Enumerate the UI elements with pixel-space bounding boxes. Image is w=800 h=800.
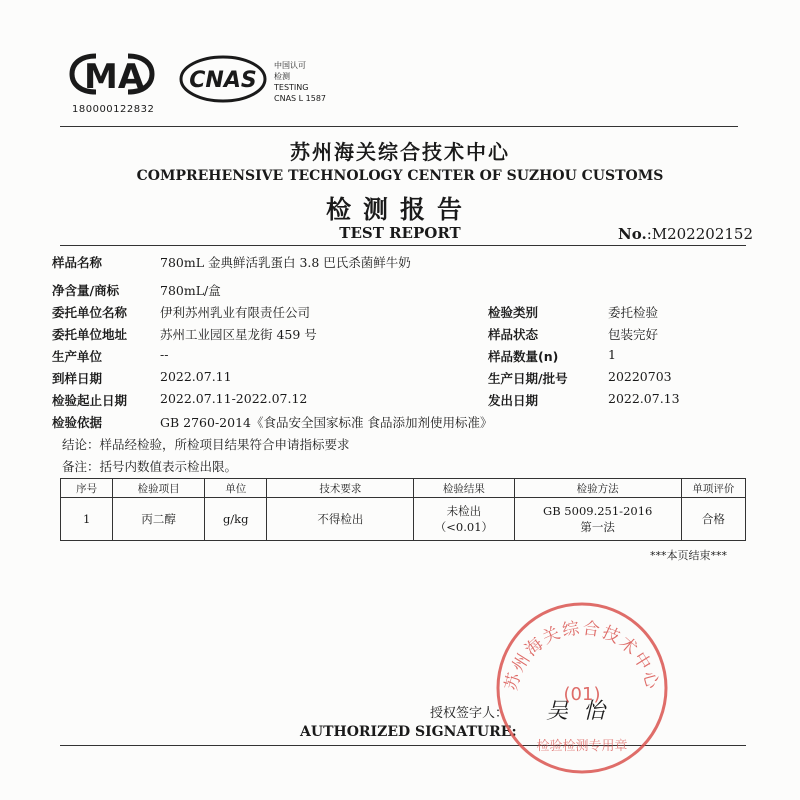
period-label: 检验起止日期 bbox=[52, 393, 128, 408]
cell-unit: g/kg bbox=[205, 498, 267, 541]
report-number bbox=[618, 225, 753, 243]
basis-value: GB 2760-2014《食品安全国家标准 食品添加剂使用标准》 bbox=[160, 415, 493, 430]
period-value: 2022.07.11-2022.07.12 bbox=[160, 391, 308, 406]
cnas-line-cn: 中国认可 bbox=[274, 61, 306, 70]
address-label: 委托单位地址 bbox=[52, 327, 128, 342]
cma-number: 180000122832 bbox=[72, 104, 155, 115]
count-value: 1 bbox=[608, 347, 616, 362]
results-table bbox=[60, 478, 746, 541]
issue-label: 发出日期 bbox=[488, 393, 539, 408]
batch-value: 20220703 bbox=[608, 369, 672, 384]
cell-requirement: 不得检出 bbox=[267, 498, 414, 541]
arrival-label: 到样日期 bbox=[52, 371, 103, 386]
cma-logo-text: MA bbox=[84, 57, 145, 97]
sample-name-label: 样品名称 bbox=[52, 255, 103, 270]
seal-bottom-text: 检验检测专用章 bbox=[536, 739, 628, 754]
col-header-result: 检验结果 bbox=[414, 479, 514, 498]
cell-result-value: 未检出 bbox=[446, 504, 482, 518]
header-rule bbox=[60, 126, 738, 127]
signer-label: 授权签字人： bbox=[430, 706, 509, 721]
cell-result-limit: （<0.01） bbox=[434, 520, 494, 534]
cell-item: 丙二醇 bbox=[113, 498, 205, 541]
col-header-no: 序号 bbox=[61, 479, 113, 498]
report-number-label: No. bbox=[618, 225, 647, 243]
cell-method-standard: GB 5009.251-2016 bbox=[543, 504, 653, 518]
client-value: 伊利苏州乳业有限责任公司 bbox=[160, 305, 311, 320]
col-header-requirement: 技术要求 bbox=[267, 479, 414, 498]
state-value: 包装完好 bbox=[608, 327, 659, 342]
cnas-logo bbox=[178, 54, 268, 104]
cell-evaluation: 合格 bbox=[681, 498, 745, 541]
type-label: 检验类别 bbox=[488, 305, 539, 320]
signer-signature: 吴 怡 bbox=[546, 699, 609, 724]
cma-logo bbox=[66, 50, 158, 98]
cnas-caption bbox=[274, 60, 326, 104]
col-header-unit: 单位 bbox=[205, 479, 267, 498]
producer-value: -- bbox=[160, 347, 169, 362]
cell-no: 1 bbox=[61, 498, 113, 541]
org-name-cn: 苏州海关综合技术中心 bbox=[290, 140, 510, 164]
cnas-logo-text: CNAS bbox=[189, 68, 257, 93]
client-label: 委托单位名称 bbox=[52, 305, 128, 320]
col-header-method: 检验方法 bbox=[514, 479, 681, 498]
cnas-line-testing: TESTING bbox=[274, 83, 309, 92]
cnas-line-cn2: 检测 bbox=[274, 72, 290, 81]
title-rule bbox=[60, 245, 746, 246]
col-header-item: 检验项目 bbox=[113, 479, 205, 498]
sample-name-value: 780mL 金典鲜活乳蛋白 3.8 巴氏杀菌鲜牛奶 bbox=[160, 255, 411, 270]
end-of-page-note: ***本页结束*** bbox=[650, 549, 727, 562]
cell-result bbox=[414, 498, 514, 541]
cell-method-part: 第一法 bbox=[580, 520, 615, 534]
type-value: 委托检验 bbox=[608, 305, 659, 320]
table-row bbox=[61, 498, 746, 541]
conclusion: 结论：样品经检验，所检项目结果符合申请指标要求 bbox=[62, 437, 350, 452]
report-title-cn: 检测报告 bbox=[325, 195, 474, 224]
official-seal bbox=[494, 600, 670, 776]
batch-label: 生产日期/批号 bbox=[488, 371, 568, 386]
issue-value: 2022.07.13 bbox=[608, 391, 680, 406]
org-name-en: COMPREHENSIVE TECHNOLOGY CENTER OF SUZHOU CUSTOMS bbox=[136, 168, 664, 184]
seal-text: 苏州海关综合技术中心 bbox=[501, 618, 663, 693]
results-header-row bbox=[61, 479, 746, 498]
report-number-value: :M202202152 bbox=[646, 225, 753, 243]
state-label: 样品状态 bbox=[488, 327, 539, 342]
basis-label: 检验依据 bbox=[52, 415, 103, 430]
cell-method bbox=[514, 498, 681, 541]
col-header-evaluation: 单项评价 bbox=[681, 479, 745, 498]
arrival-value: 2022.07.11 bbox=[160, 369, 232, 384]
authorized-signature-label: AUTHORIZED SIGNATURE: bbox=[300, 724, 517, 740]
cnas-line-number: CNAS L 1587 bbox=[274, 94, 327, 103]
count-label: 样品数量(n) bbox=[488, 349, 559, 364]
net-label: 净含量/商标 bbox=[52, 283, 120, 298]
report-title-en: TEST REPORT bbox=[339, 224, 461, 242]
net-value: 780mL/盒 bbox=[160, 283, 221, 298]
remark: 备注：括号内数值表示检出限。 bbox=[62, 459, 238, 474]
producer-label: 生产单位 bbox=[52, 349, 103, 364]
address-value: 苏州工业园区星龙街 459 号 bbox=[160, 327, 317, 342]
seal-center-text: (01) bbox=[563, 684, 601, 705]
